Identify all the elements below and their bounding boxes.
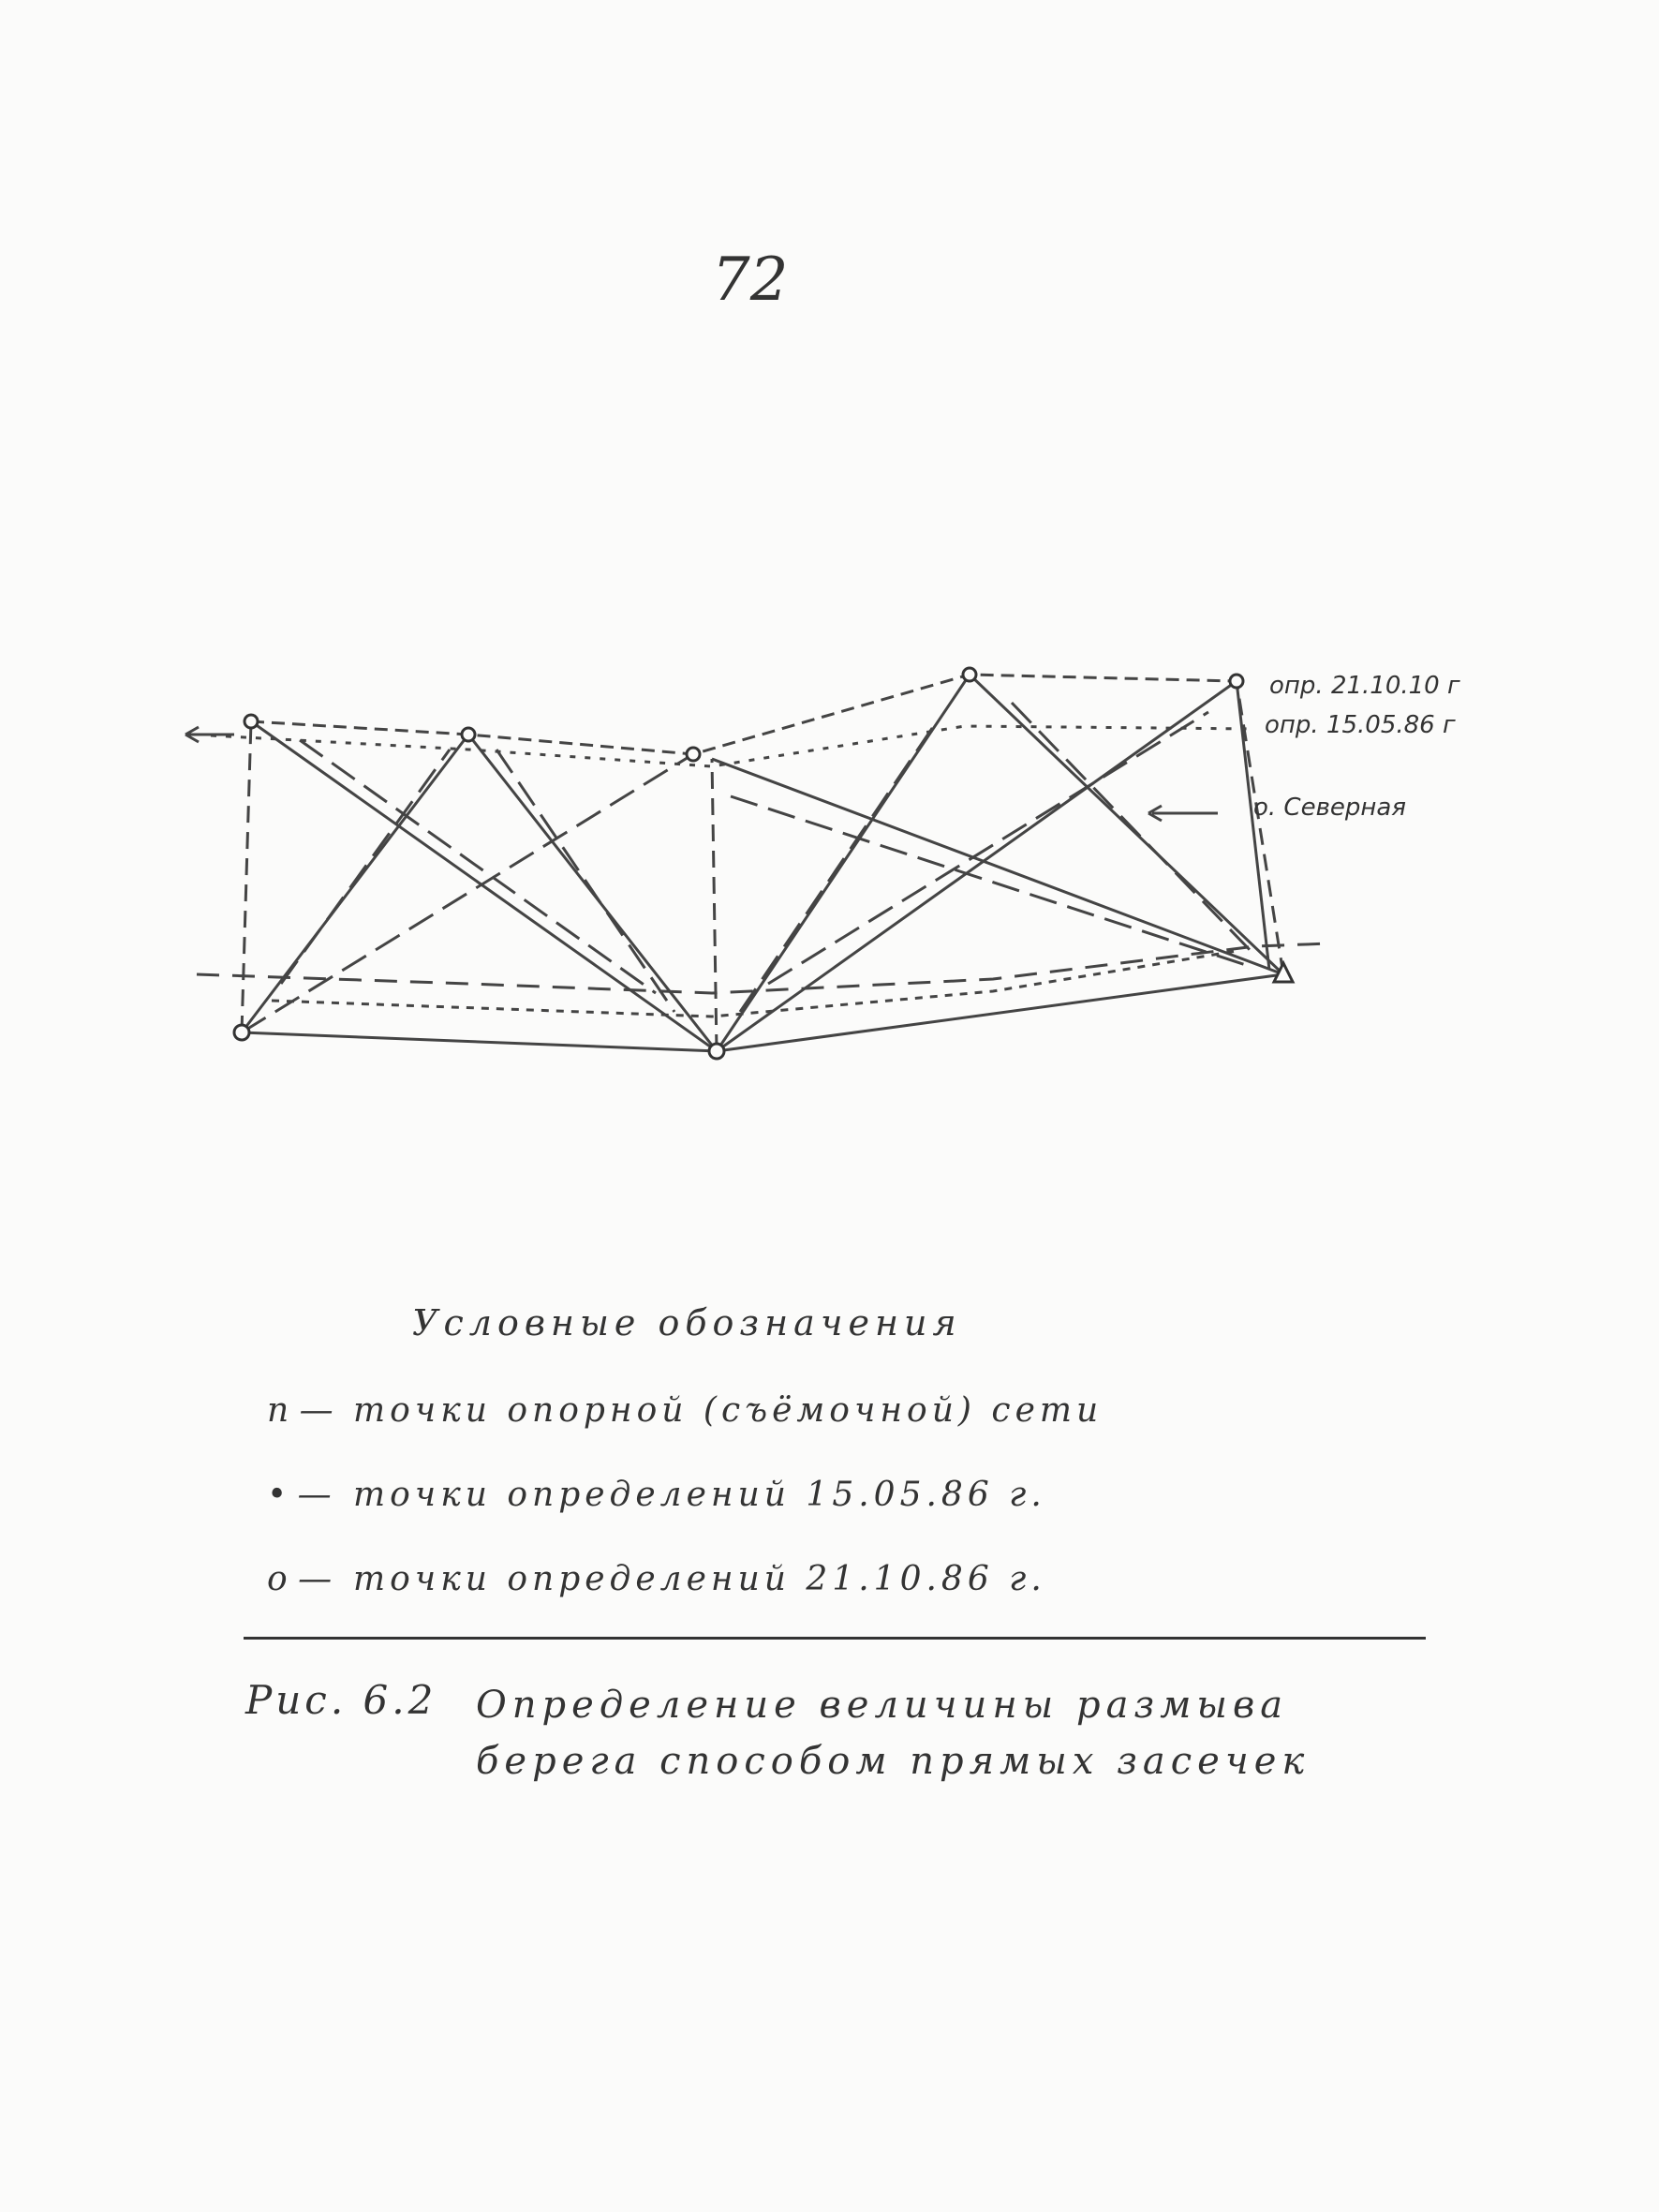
middle-edge [712, 759, 717, 1051]
base-line [717, 974, 1283, 1051]
label-survey-21-10: опр. 21.10.10 г [1269, 672, 1460, 700]
shoreline-21-10 [251, 675, 1237, 754]
ray [496, 750, 674, 1012]
figure-caption: Определение величины размыва берега способом прямых засечек [476, 1684, 1311, 1783]
control-point [462, 728, 475, 741]
legend-title: Условные обозначения [412, 1302, 962, 1344]
label-survey-15-05: опр. 15.05.86 г [1265, 711, 1456, 739]
ray [281, 750, 450, 984]
separator-line [244, 1637, 1426, 1640]
left-edge [242, 721, 251, 1032]
base-line [242, 1032, 717, 1051]
ray [300, 740, 656, 993]
control-point [1230, 675, 1243, 688]
legend-item [267, 1560, 1046, 1598]
ray [242, 735, 468, 1032]
shoreline-15-05 [211, 726, 1255, 766]
control-point [244, 715, 258, 728]
ray [970, 675, 1283, 974]
legend-item [267, 1391, 1103, 1430]
ray [768, 712, 1208, 984]
ray [740, 721, 937, 1012]
lower-shoreline-2 [272, 951, 1237, 1017]
control-point [963, 668, 976, 681]
legend-text: точки определений 21.10.86 г. [353, 1560, 1046, 1598]
legend-marker: п — [267, 1391, 333, 1430]
lower-shoreline [197, 943, 1330, 993]
legend-text: точки определений 15.05.86 г. [353, 1476, 1046, 1514]
control-point [709, 1044, 724, 1059]
legend-marker: • — [267, 1476, 332, 1514]
legend-item [267, 1476, 1046, 1514]
control-point [234, 1025, 249, 1040]
ray [731, 796, 1246, 965]
ray [712, 759, 1283, 974]
page-number: 72 [712, 245, 789, 315]
legend-text: точки опорной (съёмочной) сети [353, 1391, 1104, 1430]
label-island: о. Северная [1253, 794, 1406, 822]
ray [717, 681, 1237, 1051]
figure-label: Рис. 6.2 [245, 1677, 437, 1723]
legend-marker: о — [267, 1560, 333, 1598]
control-point [687, 748, 700, 761]
